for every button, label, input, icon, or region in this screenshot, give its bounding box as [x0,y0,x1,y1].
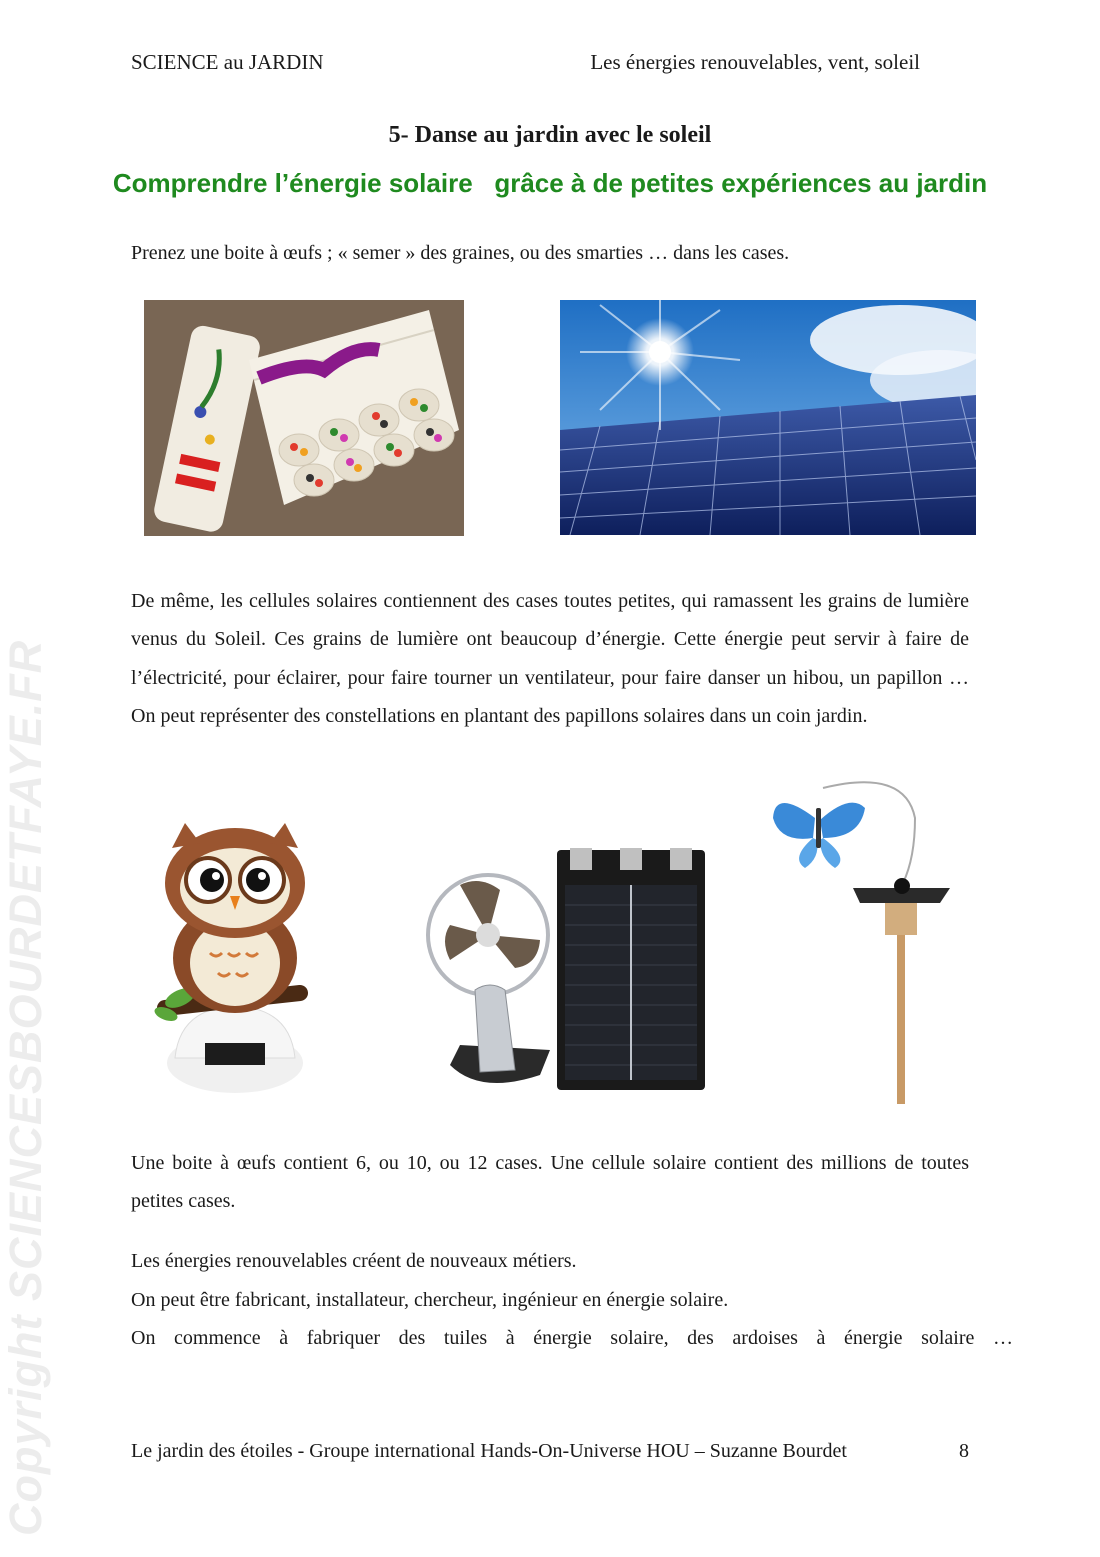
footer-text: Le jardin des étoiles - Groupe international Hands-On-Universe HOU – Suzanne Bourdet [131,1440,847,1462]
egg-box-photo [144,300,464,536]
paragraph-solar-cells: De même, les cellules solaires contiennent des cases toutes petites, qui ramassent les grains de lumière venus du Soleil. Ces grains de lumière ont beaucoup d’énergie. Cette énergie peut servir à faire de l’électricité, pour éclairer, pour faire tourner un ventilateur, pour faire danser un hibou, un papillon … On peut représenter des constellations en plantant des papillons solaires dans un coin jardin. [131,590,969,728]
page-subtitle: Comprendre l’énergie solaire grâce à de petites expériences au jardin [112,168,988,198]
line-solar-tiles: On commence à fabriquer des tuiles à énergie solaire, des ardoises à énergie solaire … [131,1327,1013,1349]
solar-fan-photo [420,840,712,1095]
page-number: 8 [959,1440,969,1462]
copyright-watermark: Copyright SCIENCESBOURDETFAYE.FR [0,639,51,1536]
solar-butterfly-photo [765,778,965,1104]
solar-owl-photo [150,818,320,1100]
line-professions: On peut être fabricant, installateur, chercheur, ingénieur en énergie solaire. [131,1289,729,1311]
header-right: Les énergies renouvelables, vent, soleil [590,50,920,74]
intro-text: Prenez une boite à œufs ; « semer » des graines, ou des smarties … dans les cases. [131,242,790,264]
line-new-jobs: Les énergies renouvelables créent de nouveaux métiers. [131,1250,577,1272]
page-title: 5- Danse au jardin avec le soleil [388,122,712,148]
paragraph-egg-box: Une boite à œufs contient 6, ou 10, ou 12 cases. Une cellule solaire contient des millions de toutes petites cases. [131,1152,969,1213]
solar-panel-photo [560,300,976,535]
page-footer [131,1440,969,1463]
header-left: SCIENCE au JARDIN [131,50,324,74]
